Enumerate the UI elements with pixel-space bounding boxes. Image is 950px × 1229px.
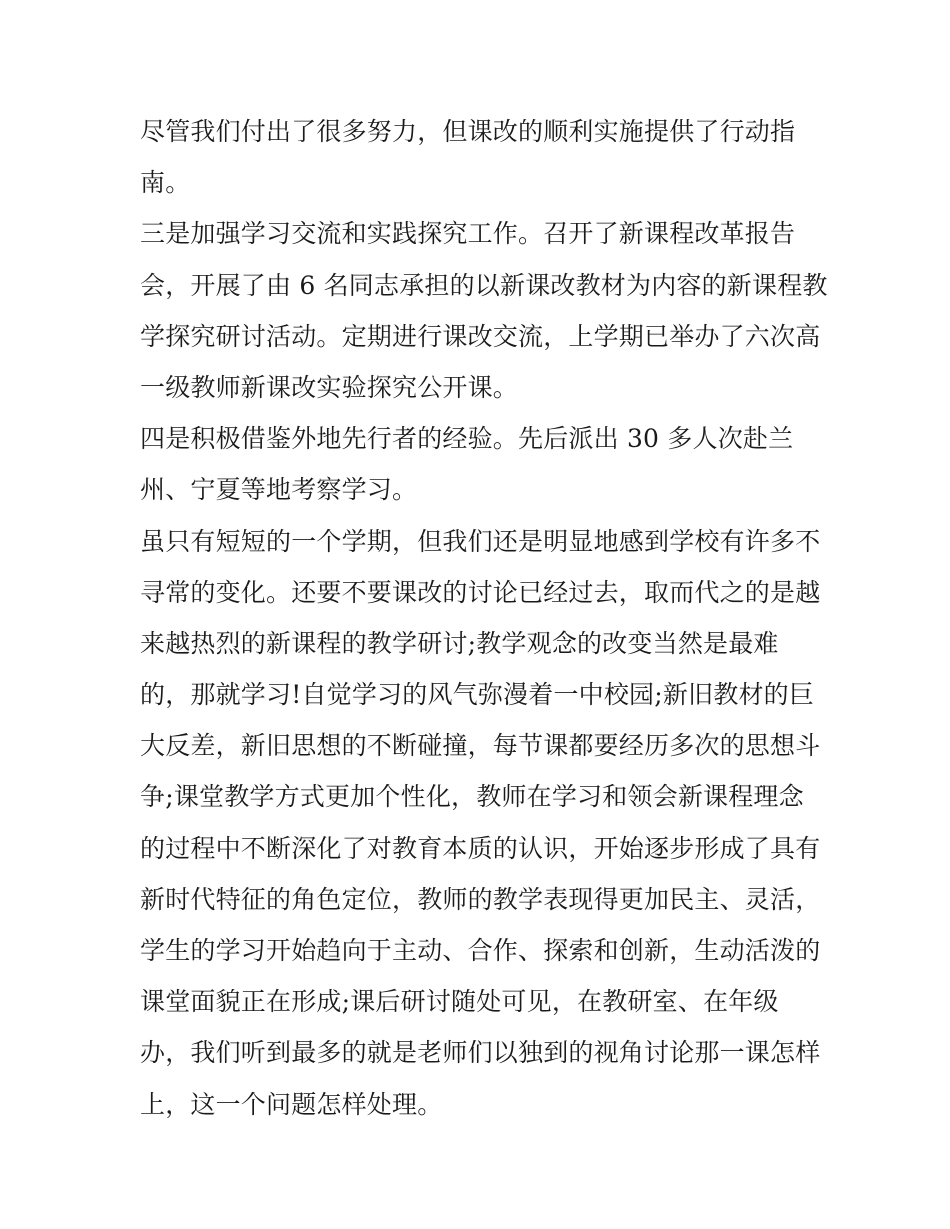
text-line: 学探究研讨活动。定期进行课改交流，上学期已举办了六次高 bbox=[140, 321, 821, 351]
document-body bbox=[140, 106, 830, 1130]
text-line: 四是积极借鉴外地先行者的经验。先后派出 30 多人次赴兰 bbox=[140, 424, 794, 454]
text-line: 三是加强学习交流和实践探究工作。召开了新课程改革报告 bbox=[140, 219, 796, 249]
text-line: 寻常的变化。还要不要课改的讨论已经过去，取而代之的是越 bbox=[140, 577, 821, 607]
text-line: 虽只有短短的一个学期，但我们还是明显地感到学校有许多不 bbox=[140, 526, 821, 556]
text-line: 一级教师新课改实验探究公开课。 bbox=[140, 372, 519, 402]
text-line: 办，我们听到最多的就是老师们以独到的视角讨论那一课怎样 bbox=[140, 1038, 821, 1068]
text-line: 会，开展了由 6 名同志承担的以新课改教材为内容的新课程教 bbox=[140, 270, 828, 300]
text-line: 新时代特征的角色定位，教师的教学表现得更加民主、灵活， bbox=[140, 884, 821, 914]
text-line: 课堂面貌正在形成;课后研讨随处可见，在教研室、在年级 bbox=[140, 987, 779, 1017]
text-line: 的过程中不断深化了对教育本质的认识，开始逐步形成了具有 bbox=[140, 833, 821, 863]
text-line: 南。 bbox=[140, 168, 191, 198]
text-line: 尽管我们付出了很多努力，但课改的顺利实施提供了行动指 bbox=[140, 117, 796, 146]
text-line: 州、宁夏等地考察学习。 bbox=[140, 475, 418, 505]
text-line: 学生的学习开始趋向于主动、合作、探索和创新，生动活泼的 bbox=[140, 936, 821, 965]
text-line: 上，这一个问题怎样处理。 bbox=[140, 1089, 443, 1119]
text-line: 大反差，新旧思想的不断碰撞，每节课都要经历多次的思想斗 bbox=[140, 731, 821, 761]
text-line: 来越热烈的新课程的教学研讨;教学观念的改变当然是最难 bbox=[140, 628, 779, 658]
text-line: 的，那就学习!自觉学习的风气弥漫着一中校园;新旧教材的巨 bbox=[140, 680, 815, 710]
text-line: 争;课堂教学方式更加个性化，教师在学习和领会新课程理念 bbox=[140, 782, 804, 812]
